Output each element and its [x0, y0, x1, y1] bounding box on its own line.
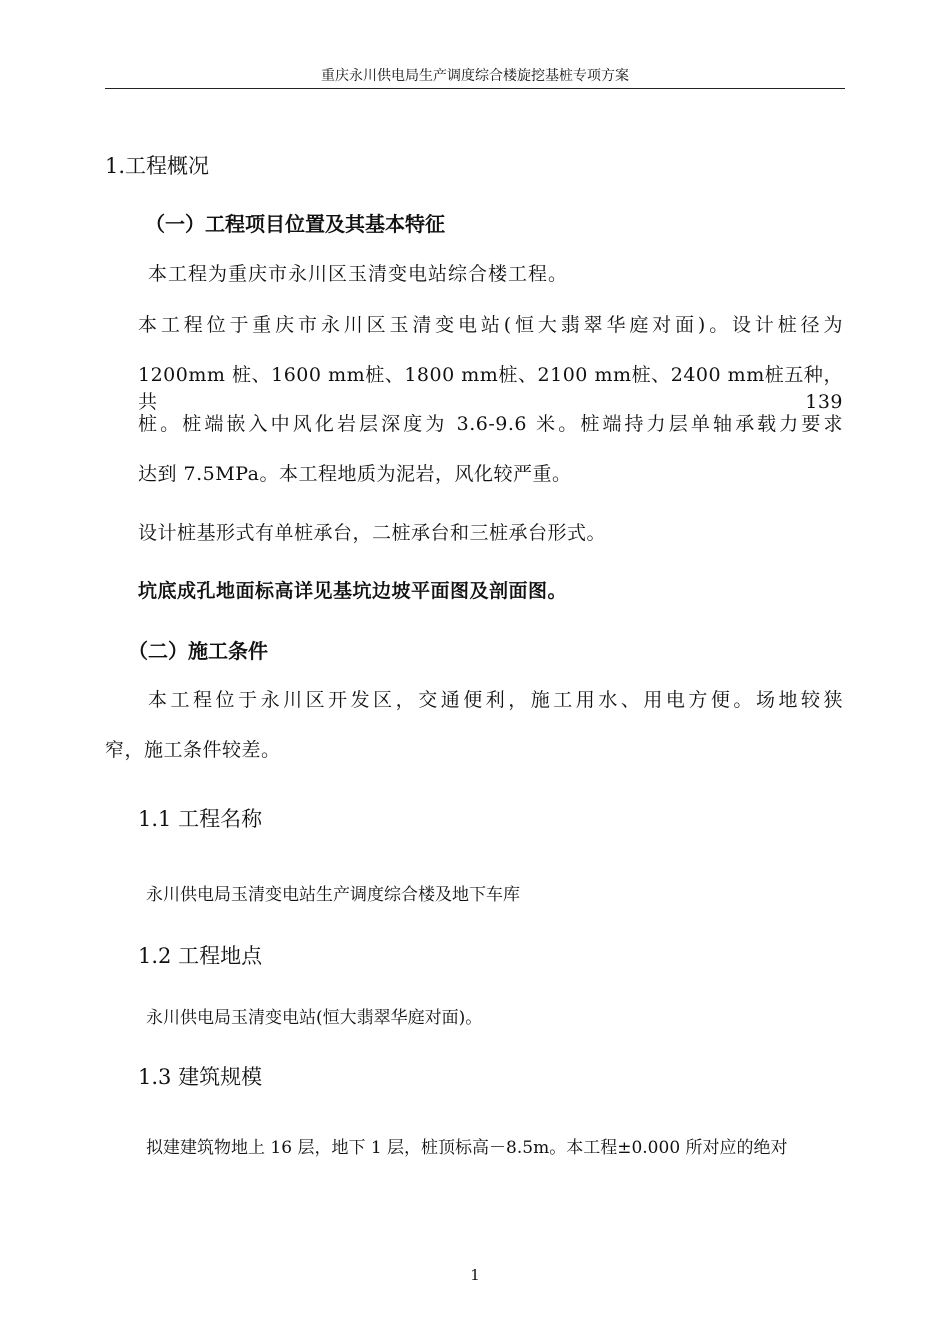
paragraph-4-bold: 坑底成孔地面标高详见基坑边坡平面图及剖面图。: [138, 580, 568, 602]
conditions-line-2: 窄，施工条件较差。: [105, 739, 281, 761]
header-divider: [105, 88, 845, 89]
paragraph-2-line-2: 1200mm 桩、1600 mm桩、1800 mm桩、2100 mm桩、2400 mm桩五种，共 139: [138, 364, 843, 413]
paragraph-1: 本工程为重庆市永川区玉清变电站综合楼工程。: [148, 263, 569, 285]
building-scale-text: 拟建建筑物地上 16 层，地下 1 层，桩顶标高－8.5m。本工程±0.000 所对应的绝对: [146, 1138, 788, 1158]
paragraph-3: 设计桩基形式有单桩承台，二桩承台和三桩承台形式。: [138, 522, 607, 544]
heading-1-2: 1.2 工程地点: [138, 944, 263, 968]
section-title: 1.工程概况: [105, 154, 210, 178]
paragraph-2-line-4: 达到 7.5MPa。本工程地质为泥岩，风化较严重。: [138, 463, 572, 485]
page-header: 重庆永川供电局生产调度综合楼旋挖基桩专项方案: [321, 68, 629, 84]
heading-1-3: 1.3 建筑规模: [138, 1065, 263, 1089]
conditions-line-1: 本工程位于永川区开发区，交通便利，施工用水、用电方便。场地较狭: [148, 689, 843, 711]
page-number: 1: [470, 1266, 480, 1284]
paragraph-2-line-3: 桩。桩端嵌入中风化岩层深度为 3.6-9.6 米。桩端持力层单轴承载力要求: [138, 413, 843, 435]
subsection-heading-1: （一）工程项目位置及其基本特征: [145, 212, 445, 236]
subsection-heading-2: （二）施工条件: [128, 639, 268, 663]
project-location: 永川供电局玉清变电站(恒大翡翠华庭对面)。: [146, 1008, 483, 1028]
paragraph-2-line-1: 本工程位于重庆市永川区玉清变电站(恒大翡翠华庭对面)。设计桩径为: [138, 314, 843, 336]
heading-1-1: 1.1 工程名称: [138, 807, 263, 831]
project-name: 永川供电局玉清变电站生产调度综合楼及地下车库: [146, 885, 520, 905]
